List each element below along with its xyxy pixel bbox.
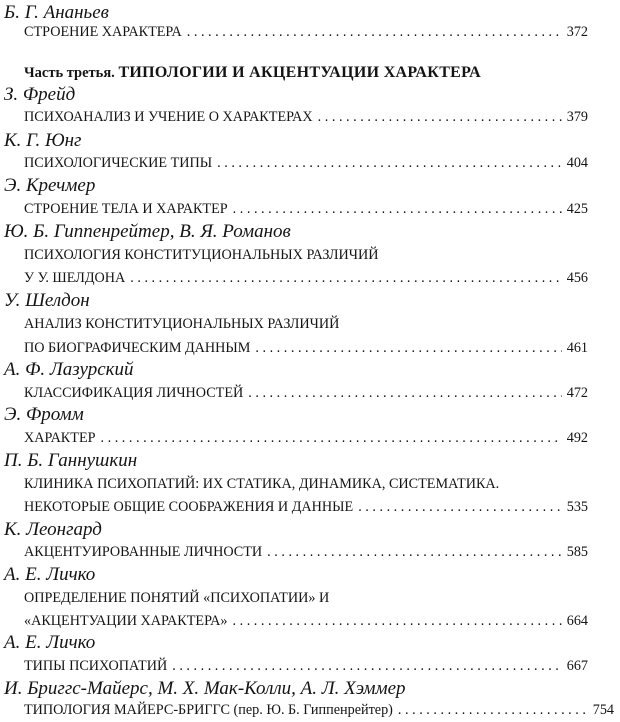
entry-title: ПО БИОГРАФИЧЕСКИМ ДАННЫМ (24, 340, 251, 356)
author-briggs-myers: И. Бриггс-Майерс, М. Х. Мак-Колли, А. Л. Хэммер (4, 678, 406, 699)
entry-title: СТРОЕНИЕ ХАРАКТЕРА (24, 24, 182, 40)
page-number: 754 (592, 702, 614, 718)
author-ananyev: Б. Г. Ананьев (4, 2, 109, 23)
toc-entry-lichko-1-line1 (24, 588, 588, 608)
entry-title: ПСИХОЛОГИЯ КОНСТИТУЦИОНАЛЬНЫХ РАЗЛИЧИЙ (24, 247, 379, 263)
entry-title: АНАЛИЗ КОНСТИТУЦИОНАЛЬНЫХ РАЗЛИЧИЙ (24, 316, 340, 332)
author-sheldon: У. Шелдон (4, 290, 90, 311)
toc-entry-fromm (24, 428, 588, 448)
page-number: 372 (566, 24, 588, 40)
leader-dots (318, 107, 562, 127)
toc-entry-jung (24, 153, 588, 173)
page-number: 472 (566, 385, 588, 401)
entry-title: ТИПЫ ПСИХОПАТИЙ (24, 658, 168, 674)
entry-title: СТРОЕНИЕ ТЕЛА И ХАРАКТЕР (24, 201, 228, 217)
page-number: 492 (566, 430, 588, 446)
toc-entry-gippenreiter-line1 (24, 245, 588, 265)
entry-title: ТИПОЛОГИЯ МАЙЕРС-БРИГГС (пер. Ю. Б. Гиппенрейтер) (24, 702, 393, 718)
leader-dots (233, 199, 562, 219)
author-leonhard: К. Леонгард (4, 519, 102, 540)
author-gippenreiter-romanov: Ю. Б. Гиппенрейтер, В. Я. Романов (4, 221, 291, 242)
leader-dots (398, 700, 588, 720)
page-number: 535 (566, 499, 588, 515)
author-gannushkin: П. Б. Ганнушкин (4, 450, 138, 471)
entry-title: ХАРАКТЕР (24, 430, 96, 446)
toc-entry-gannushkin (24, 497, 588, 517)
author-jung: К. Г. Юнг (4, 130, 82, 151)
part-heading (24, 62, 481, 84)
author-fromm: Э. Фромм (4, 404, 84, 425)
toc-entry-kretschmer (24, 199, 588, 219)
page-number: 461 (566, 340, 588, 356)
page-number: 456 (566, 270, 588, 286)
leader-dots (187, 22, 562, 42)
author-lazursky: А. Ф. Лазурский (4, 359, 134, 380)
entry-title: КЛИНИКА ПСИХОПАТИЙ: ИХ СТАТИКА, ДИНАМИКА, СИСТЕМАТИКА. (24, 476, 500, 492)
leader-dots (267, 542, 562, 562)
toc-entry-briggs-myers (24, 700, 614, 720)
page-number: 667 (566, 658, 588, 674)
toc-entry-sheldon-line1 (24, 314, 588, 334)
part-label: Часть третья. (24, 65, 115, 81)
entry-title: АКЦЕНТУИРОВАННЫЕ ЛИЧНОСТИ (24, 544, 263, 560)
entry-title: ОПРЕДЕЛЕНИЕ ПОНЯТИЙ «ПСИХОПАТИИ» И (24, 590, 330, 606)
author-freud: З. Фрейд (4, 84, 76, 105)
leader-dots (248, 383, 561, 403)
toc-entry-sheldon (24, 338, 588, 358)
toc-entry-gippenreiter (24, 268, 588, 288)
toc-entry-lazursky (24, 383, 588, 403)
leader-dots (255, 338, 561, 358)
page-number: 585 (566, 544, 588, 560)
toc-entry-leonhard (24, 542, 588, 562)
author-lichko-2: А. Е. Личко (4, 632, 96, 653)
leader-dots (130, 268, 561, 288)
page-number: 404 (566, 155, 588, 171)
leader-dots (172, 656, 562, 676)
page-number: 425 (566, 201, 588, 217)
author-lichko-1: А. Е. Личко (4, 564, 96, 585)
toc-entry-gannushkin-line1 (24, 474, 614, 494)
page-number: 379 (566, 109, 588, 125)
leader-dots (358, 497, 562, 517)
toc-entry-lichko-2 (24, 656, 588, 676)
entry-title: КЛАССИФИКАЦИЯ ЛИЧНОСТЕЙ (24, 385, 244, 401)
author-kretschmer: Э. Кречмер (4, 175, 96, 196)
entry-title: ПСИХОАНАЛИЗ И УЧЕНИЕ О ХАРАКТЕРАХ (24, 109, 313, 125)
entry-title: НЕКОТОРЫЕ ОБЩИЕ СООБРАЖЕНИЯ И ДАННЫЕ (24, 499, 354, 515)
page-number: 664 (566, 613, 588, 629)
leader-dots (217, 153, 562, 173)
entry-title: «АКЦЕНТУАЦИИ ХАРАКТЕРА» (24, 613, 228, 629)
leader-dots (101, 428, 562, 448)
entry-title: ПСИХОЛОГИЧЕСКИЕ ТИПЫ (24, 155, 213, 171)
leader-dots (233, 611, 562, 631)
toc-entry-lichko-1 (24, 611, 588, 631)
toc-entry-ananyev (24, 22, 588, 42)
entry-title: У У. ШЕЛДОНА (24, 270, 126, 286)
toc-entry-freud (24, 107, 588, 127)
part-title: ТИПОЛОГИИ И АКЦЕНТУАЦИИ ХАРАКТЕРА (118, 64, 482, 81)
